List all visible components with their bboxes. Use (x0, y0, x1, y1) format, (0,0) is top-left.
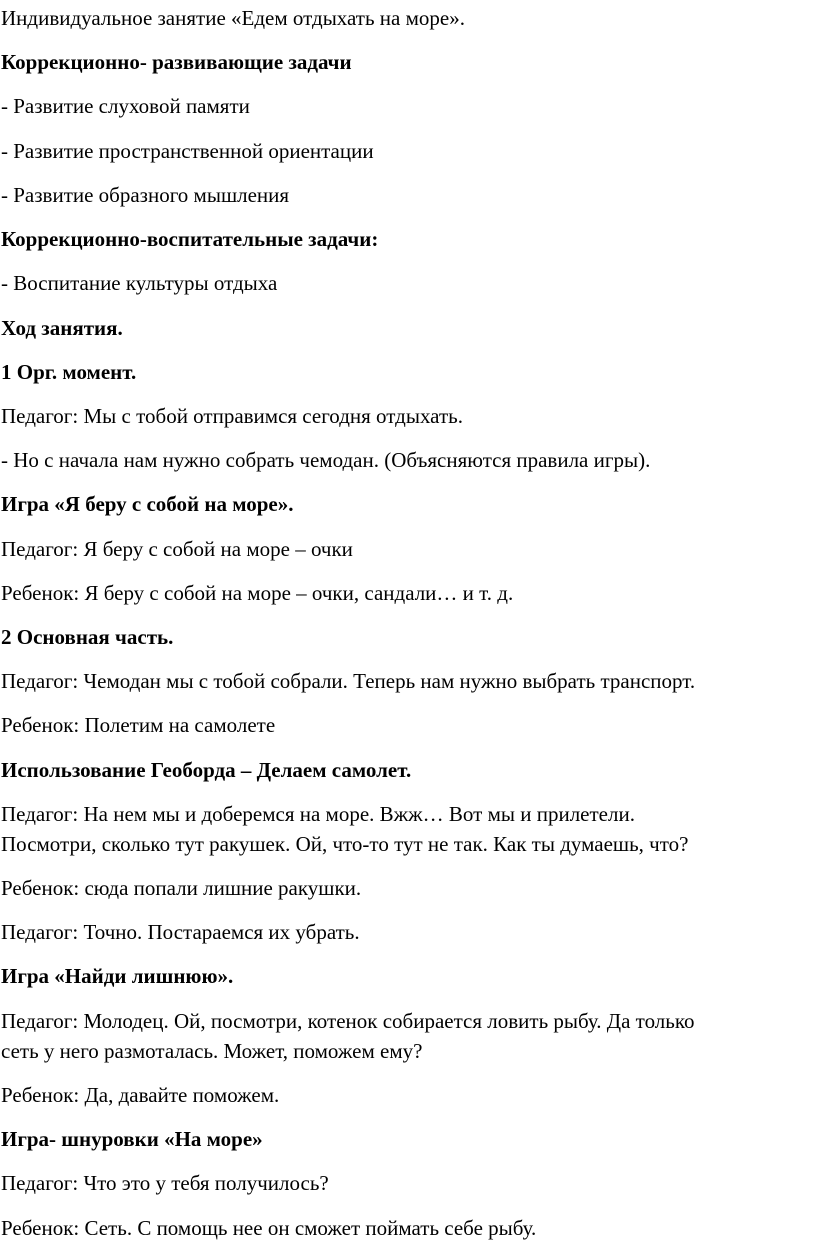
section-heading: Коррекционно- развивающие задачи (1, 50, 352, 74)
list-item: - Воспитание культуры отдыха (1, 271, 278, 295)
dialogue-line: Ребенок: Полетим на самолете (1, 713, 276, 737)
dialogue-line: Педагог: Чемодан мы с тобой собрали. Теперь нам нужно выбрать транспорт. (1, 669, 696, 693)
list-item: - Развитие пространственной ориентации (1, 139, 374, 163)
dialogue-line: Ребенок: Сеть. С помощь нее он сможет поймать себе рыбу. (1, 1216, 537, 1240)
section-heading: Ход занятия. (1, 316, 123, 340)
dialogue-line: Педагог: Точно. Постараемся их убрать. (1, 920, 360, 944)
dialogue-line: Ребенок: Я беру с собой на море – очки, сандали… и т. д. (1, 581, 514, 605)
dialogue-line: Педагог: Что это у тебя получилось? (1, 1171, 329, 1195)
section-heading: 1 Орг. момент. (1, 360, 137, 384)
section-heading: 2 Основная часть. (1, 625, 174, 649)
list-item: - Развитие слуховой памяти (1, 94, 250, 118)
section-heading: Использование Геоборда – Делаем самолет. (1, 758, 412, 782)
list-item: - Развитие образного мышления (1, 183, 290, 207)
dialogue-line: сеть у него размоталась. Может, поможем ему? (1, 1039, 423, 1063)
dialogue-line: Педагог: Молодец. Ой, посмотри, котенок собирается ловить рыбу. Да только (1, 1009, 695, 1033)
document-title: Индивидуальное занятие «Едем отдыхать на море». (1, 6, 465, 30)
dialogue-line: Педагог: Я беру с собой на море – очки (1, 537, 353, 561)
section-heading: Игра «Найди лишнюю». (1, 964, 234, 988)
dialogue-line: Педагог: Мы с тобой отправимся сегодня отдыхать. (1, 404, 463, 428)
section-heading: Коррекционно-воспитательные задачи: (1, 227, 379, 251)
section-heading: Игра «Я беру с собой на море». (1, 492, 294, 516)
dialogue-line: - Но с начала нам нужно собрать чемодан. (Объясняются правила игры). (1, 448, 651, 472)
dialogue-line: Ребенок: сюда попали лишние ракушки. (1, 876, 362, 900)
dialogue-line: Ребенок: Да, давайте поможем. (1, 1083, 280, 1107)
dialogue-line: Педагог: На нем мы и доберемся на море. Вжж… Вот мы и прилетели. (1, 802, 635, 826)
section-heading: Игра- шнуровки «На море» (1, 1127, 263, 1151)
dialogue-line: Посмотри, сколько тут ракушек. Ой, что-то тут не так. Как ты думаешь, что? (1, 832, 689, 856)
